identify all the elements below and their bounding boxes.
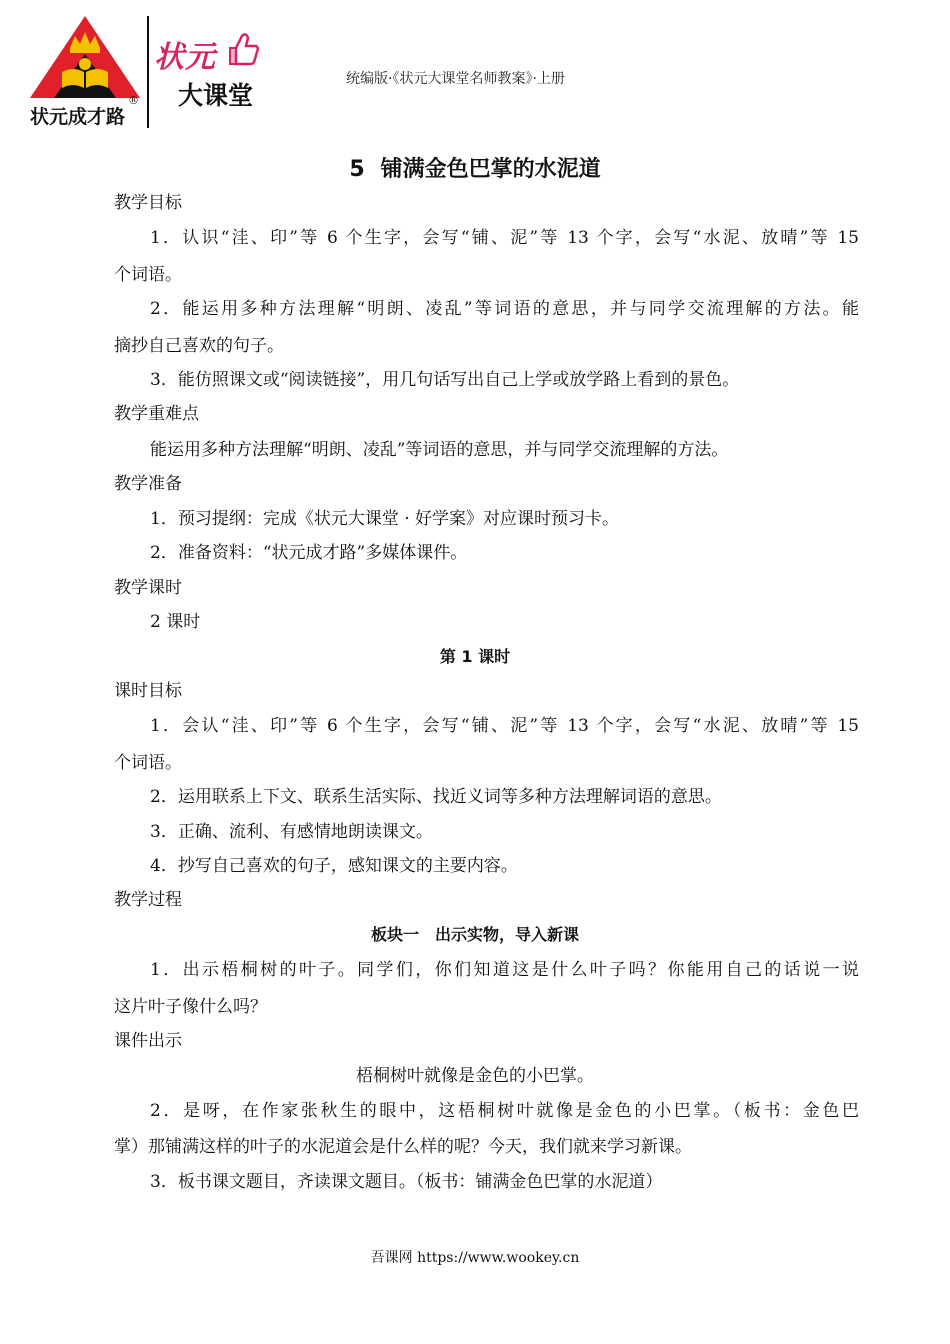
process-step-1-cont: 这片叶子像什么吗？ [114, 997, 267, 1017]
zhuangyuan-logo [26, 14, 144, 130]
heading-objectives: 教学目标 [114, 193, 182, 213]
objective-2: 2．能运用多种方法理解“明朗、凌乱”等词语的意思，并与同学交流理解的方法。能 [150, 299, 859, 319]
running-header: 统编版·《状元大课堂名师教案》·上册 [346, 71, 565, 87]
page-footer: 吾课网 https://www.wookey.cn [370, 1250, 580, 1266]
block-title: 板块一 出示实物，导入新课 [370, 925, 579, 944]
courseware-label: 课件出示 [114, 1031, 182, 1051]
period-objective-2: 2．运用联系上下文、联系生活实际、找近义词等多种方法理解词语的意思。 [150, 787, 722, 807]
process-step-2-cont: 掌）那铺满这样的叶子的水泥道会是什么样的呢？今天，我们就来学习新课。 [114, 1137, 692, 1157]
process-step-3: 3．板书课文题目，齐读课文题目。（板书：铺满金色巴掌的水泥道） [150, 1172, 663, 1192]
class-hours-value: 2 课时 [150, 612, 201, 632]
courseware-quote: 梧桐树叶就像是金色的小巴掌。 [356, 1066, 594, 1086]
period-objective-1: 1．会认“洼、印”等 6 个生字，会写“铺、泥”等 13 个字，会写“水泥、放晴”等 15 [150, 716, 859, 736]
zhuangyuan-dakt-logo [152, 30, 264, 116]
key-point-1: 能运用多种方法理解“明朗、凌乱”等词语的意思，并与同学交流理解的方法。 [150, 440, 729, 460]
process-step-2: 2．是呀，在作家张秋生的眼中，这梧桐树叶就像是金色的小巴掌。（板书：金色巴 [150, 1101, 859, 1121]
heading-key-points: 教学重难点 [114, 404, 199, 424]
objective-2-cont: 摘抄自己喜欢的句子。 [114, 336, 284, 356]
objective-1-cont: 个词语。 [114, 265, 182, 285]
period-objective-3: 3．正确、流利、有感情地朗读课文。 [150, 822, 433, 842]
logo-text: 状元成才路 [30, 106, 126, 128]
logo2-line1: 状元 [154, 40, 216, 75]
lesson-title: 铺满金色巴掌的水泥道 [380, 157, 601, 182]
heading-teaching-process: 教学过程 [114, 890, 182, 910]
preparation-2: 2．准备资料：“状元成才路”多媒体课件。 [150, 543, 468, 563]
registered-mark: ® [128, 94, 139, 107]
page-title [0, 152, 950, 183]
period-objective-1-cont: 个词语。 [114, 753, 182, 773]
heading-class-hours: 教学课时 [114, 578, 182, 598]
preparation-1: 1．预习提纲：完成《状元大课堂 · 好学案》对应课时预习卡。 [150, 509, 620, 529]
objective-1: 1．认识“洼、印”等 6 个生字，会写“铺、泥”等 13 个字，会写“水泥、放晴”等 15 [150, 228, 859, 248]
thumbs-up-icon [224, 30, 260, 72]
lesson-number: 5 [349, 157, 365, 182]
logo-divider [147, 16, 149, 128]
period-objective-4: 4．抄写自己喜欢的句子，感知课文的主要内容。 [150, 856, 518, 876]
process-step-1: 1．出示梧桐树的叶子。同学们，你们知道这是什么叶子吗？你能用自己的话说一说 [150, 960, 859, 980]
logo2-line2: 大课堂 [178, 81, 254, 110]
heading-preparation: 教学准备 [114, 474, 182, 494]
objective-3: 3．能仿照课文或“阅读链接”，用几句话写出自己上学或放学路上看到的景色。 [150, 370, 740, 390]
lesson-period-title: 第 1 课时 [439, 647, 511, 666]
heading-period-objectives: 课时目标 [114, 681, 182, 701]
